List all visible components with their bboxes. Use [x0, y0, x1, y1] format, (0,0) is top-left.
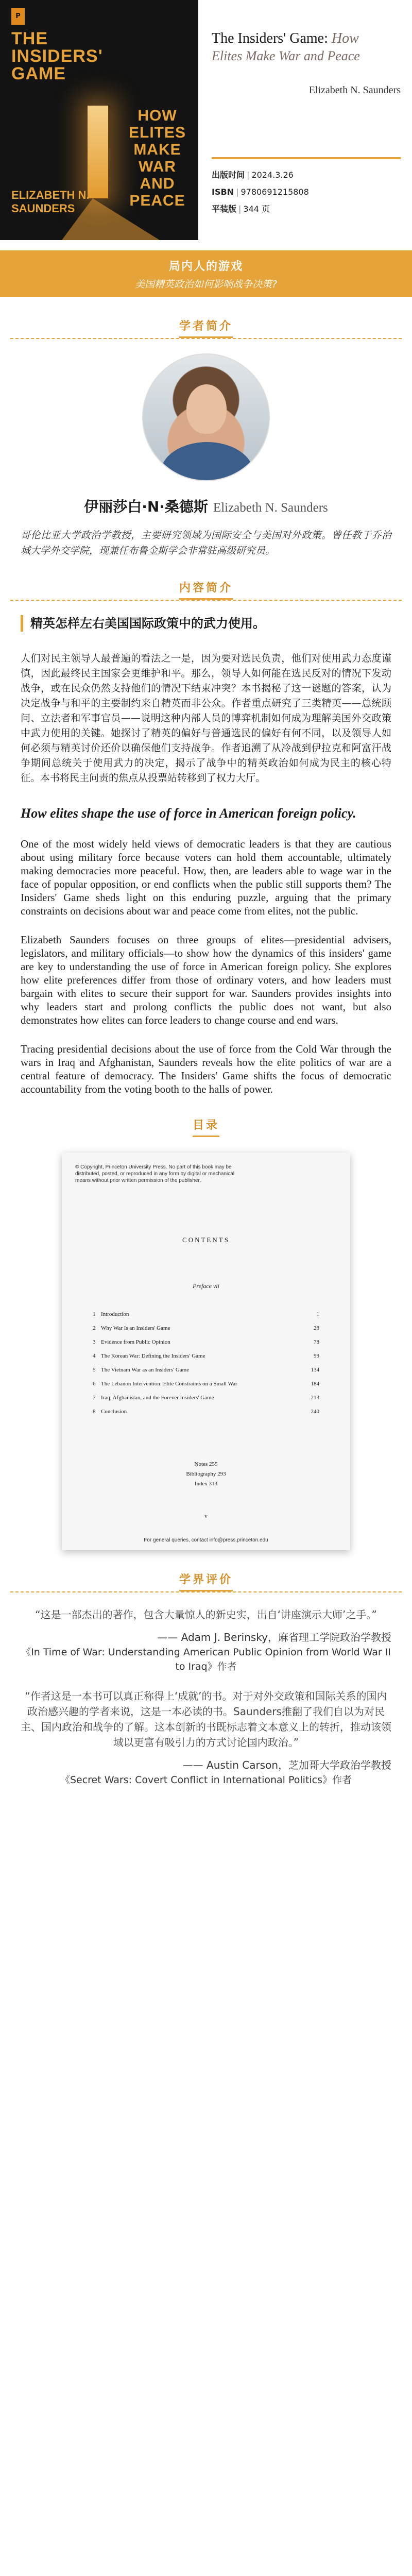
chapter-item: 3 Evidence from Public Opinion 78	[93, 1338, 319, 1345]
chapter-item: 2 Why War Is an Insiders' Game 28	[93, 1325, 319, 1331]
back-matter-item: Index 313	[194, 1481, 218, 1487]
review-item	[21, 1688, 391, 1787]
back-matter-item: Bibliography 293	[186, 1471, 226, 1477]
cover-author	[11, 189, 90, 215]
isbn-label: ISBN	[212, 187, 234, 197]
intro-english-lead: How elites shape the use of force in American foreign policy.	[21, 806, 356, 821]
author-name-cn: 伊丽莎白·N·桑德斯	[84, 498, 208, 515]
chapter-item: 6 The Lebanon Intervention: Elite Constraints on a Small War 184	[93, 1380, 319, 1387]
portrait-wrap	[0, 353, 412, 483]
format-row: 平装版 | 344 页	[212, 204, 270, 214]
cover-subtitle-line: HOW	[138, 107, 177, 124]
review-reviewer-work: 《Secret Wars: Covert Conflict in International Politics》作者	[60, 1774, 352, 1786]
book-hero	[0, 0, 412, 240]
back-matter	[62, 1460, 350, 1489]
section-title: 目录	[193, 1116, 219, 1137]
dashed-divider	[10, 1591, 402, 1592]
section-title: 学界评价	[179, 1571, 233, 1591]
cover-title-line: GAME	[11, 64, 66, 83]
section-title: 内容简介	[179, 579, 233, 600]
tagline-title: 局内人的游戏	[168, 260, 243, 273]
back-matter-item: Notes 255	[194, 1461, 218, 1467]
publish-date-value: 2024.3.26	[251, 170, 294, 180]
book-cover	[0, 0, 198, 240]
book-subtitle: Elites Make War and Peace	[212, 48, 360, 63]
publisher-logo: P	[11, 8, 25, 25]
chapter-item: 1 Introduction 1	[93, 1311, 319, 1317]
author-bio: 哥伦比亚大学政治学教授，主要研究领域为国际安全与美国对外政策。曾任教于乔治城大学外交学院，现兼任布鲁金斯学会非常驻高级研究员。	[21, 530, 391, 556]
publish-date-label: 出版时间	[212, 170, 245, 180]
portrait-face	[186, 384, 227, 434]
cover-subtitle-line: MAKE	[133, 141, 181, 158]
intro-section-header	[0, 579, 412, 600]
cover-subtitle	[129, 107, 186, 209]
page-count: 344 页	[243, 204, 270, 214]
cover-title-line: INSIDERS'	[11, 46, 103, 66]
publish-date-row: 出版时间 | 2024.3.26	[212, 170, 294, 180]
toc-section-header	[0, 1116, 412, 1137]
cover-title	[11, 30, 103, 82]
book-title-tail: How	[331, 30, 359, 46]
cover-subtitle-line: PEACE	[129, 192, 185, 209]
accent-rule	[212, 157, 401, 159]
intro-english-paragraph: One of the most widely held views of democratic leaders is that they are cautious about using military force because voters can hold them accountable, ultimately making democracies more peaceful. How, then, are leaders able to wage war in the face of popular opposition, or end conflicts when the public still supports them? The Insiders' Game sheds light on this enduring puzzle, arguing that the primary constraints on decisions about war and peace come from elites, not the public.	[21, 838, 391, 917]
dashed-divider	[10, 600, 402, 601]
door-light-illustration	[88, 106, 108, 198]
review-item	[21, 1607, 391, 1674]
cover-title-line: THE	[11, 29, 48, 48]
section-title: 学者简介	[179, 317, 233, 338]
cover-author-line: ELIZABETH N.	[11, 189, 90, 201]
tagline-question: 美国精英政治如何影响战争决策?	[134, 279, 278, 290]
isbn-row: ISBN | 9780691215808	[212, 187, 309, 197]
contents-page-image	[62, 1153, 350, 1550]
chapter-item: 8 Conclusion 240	[93, 1408, 319, 1415]
cover-author-line: SAUNDERS	[11, 202, 75, 215]
book-author: Elizabeth N. Saunders	[308, 84, 401, 96]
reviews-section-header	[0, 1571, 412, 1591]
review-reviewer-work: 《In Time of War: Understanding American Public Opinion from World War II to Iraq》作者	[21, 1647, 391, 1672]
author-name-en: Elizabeth N. Saunders	[213, 501, 328, 515]
portrait-shoulders	[161, 442, 253, 481]
copyright-notice: © Copyright, Princeton University Press. No part of this book may be distributed, posted, or reproduced in any form by digital or mechanical means without prior written permission of the publisher.	[75, 1164, 235, 1183]
publisher-contact: For general queries, contact info@press.princeton.edu	[144, 1537, 268, 1543]
format-label: 平装版	[212, 204, 237, 214]
review-quote: “这是一部杰出的著作，包含大量惊人的新史实，出自‘讲座演示大师’之手。”	[35, 1608, 377, 1621]
dashed-divider	[10, 338, 402, 339]
author-section-header	[0, 317, 412, 338]
isbn-value: 9780691215808	[241, 187, 309, 197]
cover-subtitle-line: AND	[140, 175, 175, 192]
preface-entry: Preface vii	[193, 1282, 219, 1290]
review-reviewer: —— Austin Carson，芝加哥大学政治学教授	[182, 1759, 391, 1771]
contents-title: CONTENTS	[182, 1236, 230, 1244]
chapter-item: 5 The Vietnam War as an Insiders' Game 134	[93, 1366, 319, 1373]
book-title	[212, 30, 401, 47]
chapter-item: 4 The Korean War: Defining the Insiders' Game 99	[93, 1352, 319, 1359]
chapter-list	[93, 1307, 319, 1418]
page-marker: v	[204, 1513, 208, 1519]
intro-english-paragraph: Tracing presidential decisions about the use of force from the Cold War through the wars in Iraq and Afghanistan, Saunders reveals how the elite politics of war are a central feature of democracy. The Insiders' Game shifts the focus of democratic accountability from the voting booth to the halls of power.	[21, 1043, 391, 1095]
intro-english-paragraph: Elizabeth Saunders focuses on three groups of elites—presidential advisers, legislators, and military officials—to show how the dynamics of this insiders' game are key to understanding the use of force in American foreign policy. She explores how elite preferences differ from those of ordinary voters, and how leaders must bargain with elites to secure their support for war. Saunders provides insights into why leaders start and prolong conflicts the public does not want, but also demonstrates how elites can force leaders to change course and end wars.	[21, 934, 391, 1026]
intro-lead: 精英怎样左右美国国际政策中的武力使用。	[21, 615, 391, 632]
tagline-band	[0, 250, 412, 297]
review-reviewer: —— Adam J. Berinsky，麻省理工学院政治学教授	[157, 1631, 391, 1643]
author-name	[0, 496, 412, 516]
book-meta	[198, 0, 412, 240]
review-quote: “作者这是一本书可以真正称得上‘成就’的书。对于对外交政策和国际关系的国内政治感兴趣的学者来说，这是一本必读的书。Saunders推翻了我们自以为对民主、国内政治和战争的了解。这本创新的书既标志着文本意义上的转折，推动该领域以更富有吸引力的方式讨论国内政治。”	[21, 1690, 391, 1749]
chapter-item: 7 Iraq, Afghanistan, and the Forever Insiders' Game 213	[93, 1394, 319, 1401]
book-facts	[212, 166, 401, 217]
cover-subtitle-line: WAR	[138, 158, 176, 175]
intro-chinese-text: 人们对民主领导人最普遍的看法之一是，因为要对选民负责，他们对使用武力态度谨慎，因此最终民主国家会更维护和平。那么，领导人如何能在选民反对的情况下发动战争，或在民众仍然支持他们的情况下结束冲突？本书揭秘了这一谜题的答案，认为决定战争与和平的主要制约来自精英而非公众。作者重点研究了三类精英——总统顾问、立法者和军事官员——说明这种内部人员的博弈机制如何成为理解美国外交政策中武力使用的关键。她探讨了精英的偏好与普通选民的偏好有何不同，以及领导人如何必须与精英讨价还价以确保他们支持战争。作者追溯了从冷战到伊拉克和阿富汗战争期间总统关于使用武力的决定，揭示了战争中的精英政治如何成为民主的核心特征。本书将民主问责的焦点从投票站转移到了权力大厅。	[21, 653, 391, 784]
book-title-main: The Insiders' Game:	[212, 30, 328, 46]
cover-subtitle-line: ELITES	[128, 124, 186, 141]
author-portrait	[142, 353, 270, 481]
